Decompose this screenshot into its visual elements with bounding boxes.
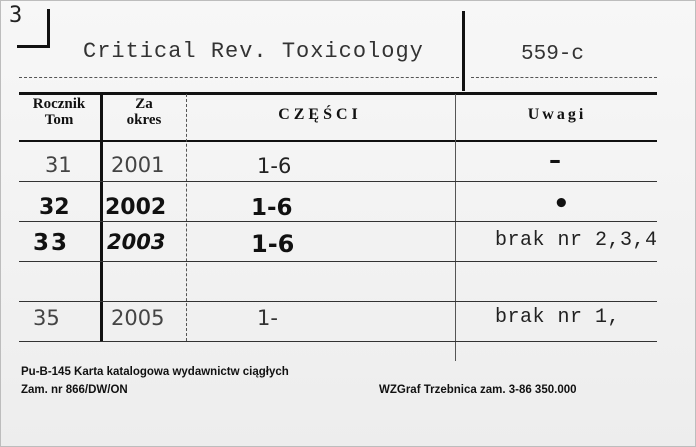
row-rule-2: [19, 221, 657, 222]
row5-uwagi: brak nr 1,: [495, 306, 621, 329]
header-za: Za: [135, 96, 153, 112]
header-okres: okres: [126, 111, 162, 128]
header-za-okres: [103, 97, 185, 129]
row2-uwagi: •: [553, 189, 570, 219]
row-rule-5: [19, 341, 657, 342]
row5-tom: 35: [33, 306, 60, 330]
table-top-rule: [19, 92, 657, 95]
corner-number: 3: [9, 3, 23, 28]
row3-tom: 33: [33, 230, 70, 256]
header-rocznik-tom: [19, 97, 99, 129]
row1-czesci: 1-6: [257, 154, 292, 178]
corner-mark-horizontal: [17, 45, 50, 48]
title-underline: [19, 77, 459, 78]
row-rule-3: [19, 261, 657, 262]
corner-mark-vertical: [47, 9, 50, 46]
row-rule-1: [19, 181, 657, 182]
footer-form-line: Pu-B-145 Karta katalogowa wydawnictw ciągłych: [21, 366, 289, 378]
row5-okres: 2005: [111, 306, 165, 330]
row1-tom: 31: [45, 153, 72, 177]
row2-tom: 32: [39, 195, 70, 220]
row2-okres: 2002: [105, 195, 167, 220]
row3-czesci: 1-6: [251, 230, 295, 258]
catno-underline: [471, 77, 657, 78]
col-divider-3: [455, 94, 456, 361]
col-divider-1: [100, 94, 103, 342]
row1-uwagi: –: [549, 146, 561, 174]
title-divider: [462, 11, 465, 91]
row3-okres: 2003: [107, 230, 166, 254]
header-uwagi: Uwagi: [527, 106, 587, 123]
row2-czesci: 1-6: [251, 195, 293, 221]
col-divider-2: [186, 94, 187, 341]
header-bottom-rule: [19, 140, 657, 142]
row5-czesci: 1-: [257, 306, 278, 330]
footer-printer-right: WZGraf Trzebnica zam. 3-86 350.000: [379, 384, 577, 396]
header-rocznik: Rocznik: [32, 96, 86, 112]
row3-uwagi: brak nr 2,3,4: [495, 229, 658, 252]
journal-title: Critical Rev. Toxicology: [83, 39, 424, 64]
footer-order-left: Zam. nr 866/DW/ON: [21, 384, 128, 396]
row1-okres: 2001: [111, 153, 165, 177]
catalog-number: 559-c: [521, 43, 585, 66]
row-rule-4: [19, 301, 657, 302]
header-czesci: CZĘŚCI: [278, 106, 362, 123]
header-tom: Tom: [44, 111, 74, 128]
